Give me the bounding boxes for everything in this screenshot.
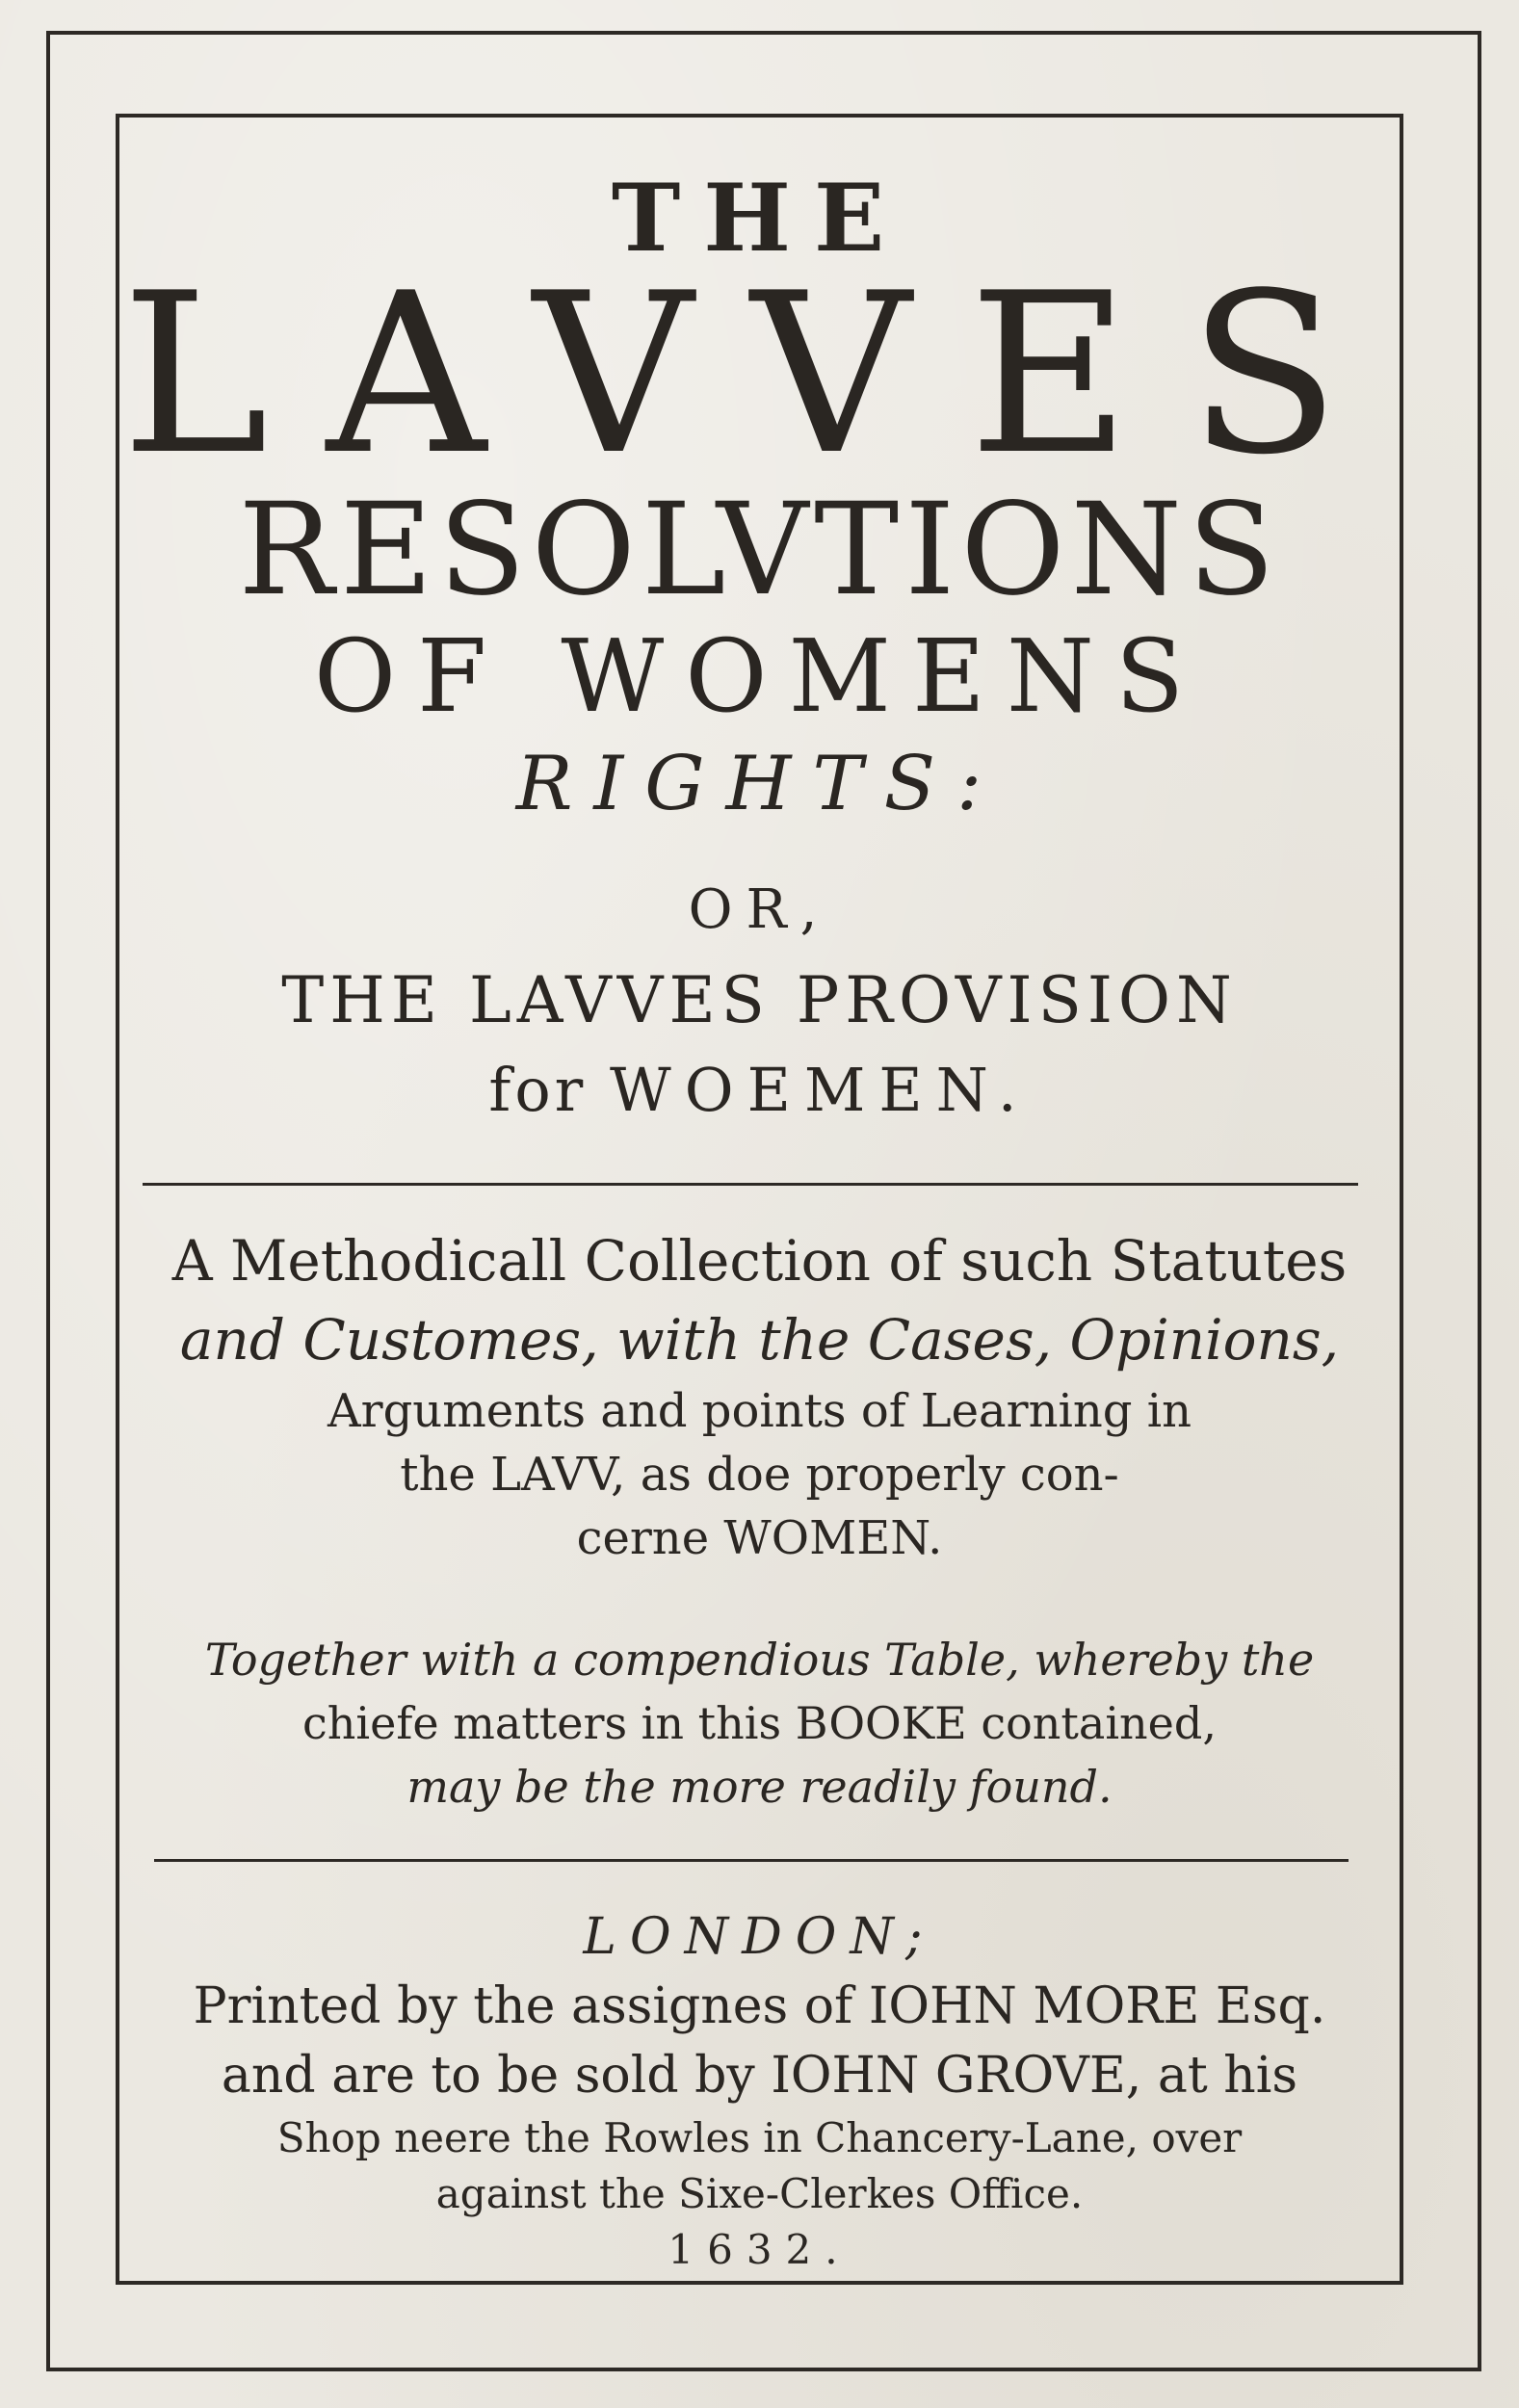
description-line-2: and Customes, with the Cases, Opinions, [179,1307,1340,1373]
description-line-3: Arguments and points of Learning in [327,1384,1192,1438]
description-block [116,1221,1403,1570]
description-line-1: A Methodicall Collection of such Statutes [171,1228,1348,1294]
title-of-womens: OF WOMENS [313,617,1206,735]
imprint-block [116,1902,1403,2278]
description-line-4: the LAVV, as doe properly con- [400,1448,1119,1502]
imprint-line-4: against the Sixe-Clerkes Office. [435,2170,1084,2217]
subtitle-provision: THE LAVVES PROVISION [281,963,1238,1037]
table-note-line-3: may be the more readily found. [406,1761,1113,1813]
divider-lower [154,1859,1349,1862]
subtitle-woemen: WOEMEN. [610,1055,1031,1125]
imprint-city: LONDON; [583,1908,936,1966]
table-note-line-2: chiefe matters in this BOOKE contained, [302,1697,1217,1749]
subtitle-for: for [488,1055,588,1125]
imprint-line-1: Printed by the assignes of IOHN MORE Esq. [193,1977,1326,2035]
imprint-line-3: Shop neere the Rowles in Chancery-Lane, over [276,2114,1243,2161]
subtitle-or: OR, [688,878,831,941]
table-note-block [116,1628,1403,1819]
title-resolutions: RESOLVTIONS [238,476,1281,624]
table-note-line-1: Together with a compendious Table, whereby the [204,1634,1315,1686]
divider-upper [143,1183,1358,1186]
subtitle-for-woemen [116,1055,1403,1125]
imprint-year: 1632. [668,2226,851,2273]
title-the: THE [611,164,908,273]
imprint-line-2: and are to be sold by IOHN GROVE, at his [221,2047,1298,2105]
description-line-5: cerne WOMEN. [576,1511,943,1565]
title-lawes: LAVVES [120,247,1399,504]
title-rights: RIGHTS: [515,741,1004,827]
